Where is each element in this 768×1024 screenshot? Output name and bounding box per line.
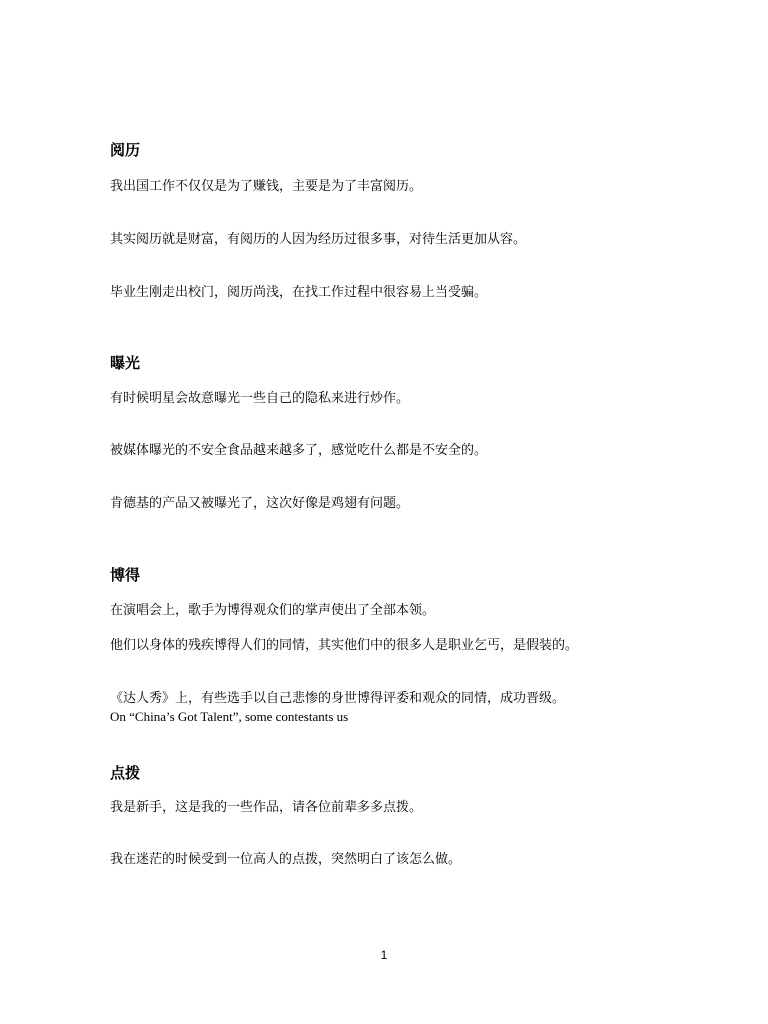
section-heading-baoguang: 曝光 bbox=[110, 354, 141, 372]
example-sentence: 我在迷茫的时候受到一位高人的点拨，突然明白了该怎么做。 bbox=[110, 852, 462, 867]
example-sentence: 《达人秀》上，有些选手以自己悲惨的身世博得评委和观众的同情，成功晋级。 bbox=[110, 691, 566, 706]
example-sentence: 有时候明星会故意曝光一些自己的隐私来进行炒作。 bbox=[110, 391, 410, 406]
example-sentence: 肯德基的产品又被曝光了，这次好像是鸡翅有问题。 bbox=[110, 496, 410, 511]
english-translation: On “China’s Got Talent”, some contestants us bbox=[110, 709, 349, 724]
example-sentence: 我是新手，这是我的一些作品，请各位前辈多多点拨。 bbox=[110, 800, 423, 815]
section-heading-bode: 博得 bbox=[110, 566, 141, 584]
example-sentence: 他们以身体的残疾博得人们的同情，其实他们中的很多人是职业乞丐，是假装的。 bbox=[110, 638, 579, 653]
section-heading-dianbo: 点拨 bbox=[110, 764, 141, 782]
example-sentence: 我出国工作不仅仅是为了赚钱，主要是为了丰富阅历。 bbox=[110, 179, 423, 194]
page-number: 1 bbox=[380, 948, 388, 962]
example-sentence: 被媒体曝光的不安全食品越来越多了，感觉吃什么都是不安全的。 bbox=[110, 443, 488, 458]
example-sentence: 在演唱会上，歌手为博得观众们的掌声使出了全部本领。 bbox=[110, 603, 436, 618]
section-heading-yueli: 阅历 bbox=[110, 141, 141, 159]
example-sentence: 毕业生刚走出校门，阅历尚浅，在找工作过程中很容易上当受骗。 bbox=[110, 285, 488, 300]
example-sentence: 其实阅历就是财富，有阅历的人因为经历过很多事，对待生活更加从容。 bbox=[110, 232, 527, 247]
